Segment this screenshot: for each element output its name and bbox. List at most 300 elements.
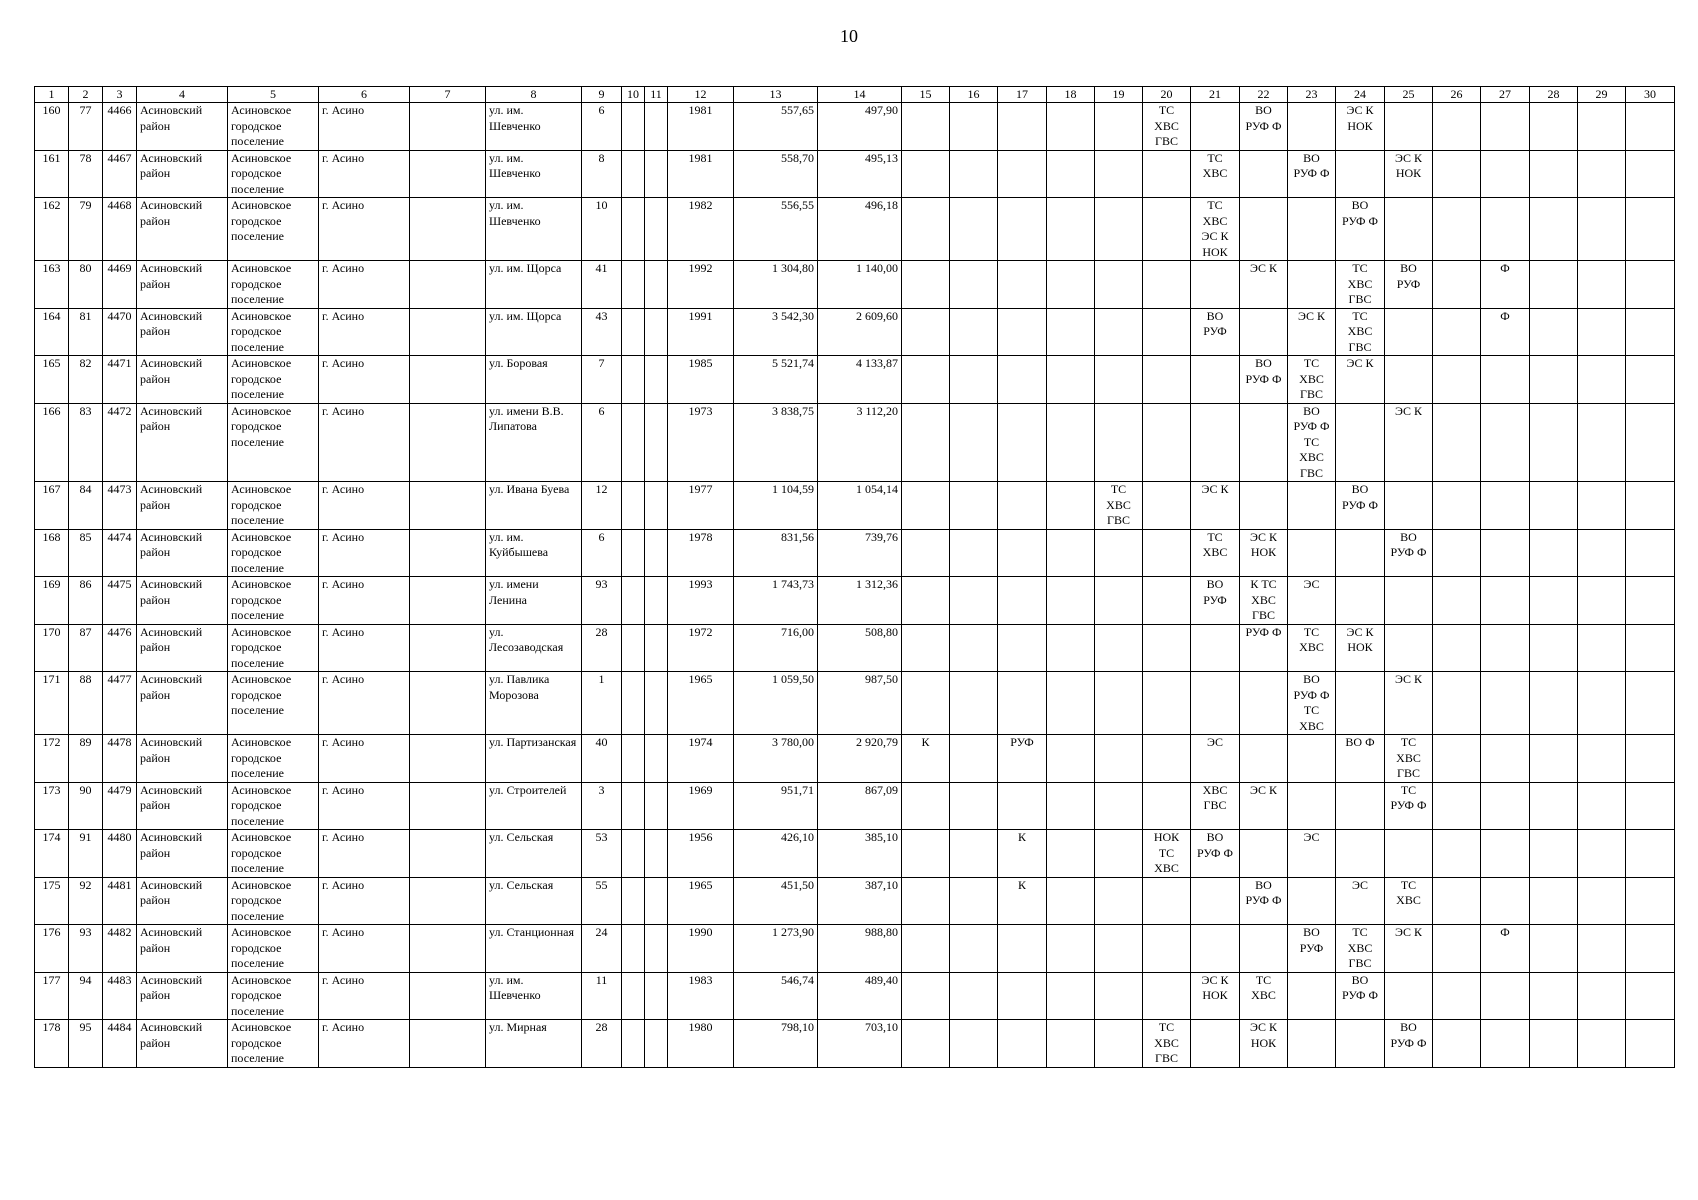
cell-col-3: 4466 [103,103,137,151]
cell-col-20: ТС ХВС ГВС [1143,1020,1191,1068]
cell-col-24 [1336,150,1385,198]
cell-col-1: 167 [35,482,69,530]
table-row [35,972,1675,1020]
cell-col-2: 91 [69,830,103,878]
cell-col-17 [998,482,1047,530]
cell-col-18 [1047,198,1095,261]
cell-col-14: 1 054,14 [818,482,902,530]
cell-col-5: Асиновское городское поселение [228,830,319,878]
cell-col-5: Асиновское городское поселение [228,482,319,530]
cell-col-2: 78 [69,150,103,198]
cell-col-5: Асиновское городское поселение [228,529,319,577]
cell-col-25: ВО РУФ [1385,261,1433,309]
cell-col-4: Асиновский район [137,1020,228,1068]
cell-col-22: К ТС ХВС ГВС [1240,577,1288,625]
cell-col-15 [902,103,950,151]
cell-col-19 [1095,735,1143,783]
cell-col-5: Асиновское городское поселение [228,672,319,735]
cell-col-8: ул. имени Ленина [486,577,582,625]
cell-col-25: ТС РУФ Ф [1385,782,1433,830]
cell-col-3: 4482 [103,925,137,973]
cell-col-14: 988,80 [818,925,902,973]
cell-col-15 [902,782,950,830]
cell-col-17 [998,782,1047,830]
cell-col-18 [1047,577,1095,625]
cell-col-22 [1240,735,1288,783]
cell-col-28 [1530,261,1578,309]
cell-col-5: Асиновское городское поселение [228,150,319,198]
cell-col-24: ТС ХВС ГВС [1336,925,1385,973]
cell-col-15 [902,624,950,672]
cell-col-8: ул. Лесозаводская [486,624,582,672]
cell-col-11 [645,103,668,151]
cell-col-23: ТС ХВС ГВС [1288,356,1336,404]
cell-col-20 [1143,624,1191,672]
column-header-12: 12 [668,87,734,103]
cell-col-1: 177 [35,972,69,1020]
cell-col-27 [1481,1020,1530,1068]
cell-col-7 [410,403,486,482]
cell-col-6: г. Асино [319,925,410,973]
cell-col-6: г. Асино [319,261,410,309]
cell-col-26 [1433,624,1481,672]
cell-col-26 [1433,198,1481,261]
cell-col-13: 831,56 [734,529,818,577]
cell-col-14: 495,13 [818,150,902,198]
cell-col-11 [645,198,668,261]
column-header-26: 26 [1433,87,1481,103]
cell-col-16 [950,103,998,151]
column-header-4: 4 [137,87,228,103]
cell-col-9: 6 [582,103,622,151]
cell-col-7 [410,308,486,356]
cell-col-24: ЭС К НОК [1336,624,1385,672]
cell-col-12: 1956 [668,830,734,878]
cell-col-10 [622,672,645,735]
cell-col-8: ул. Строителей [486,782,582,830]
cell-col-26 [1433,403,1481,482]
buildings-register-table [34,86,1675,1068]
cell-col-21 [1191,624,1240,672]
cell-col-30 [1626,403,1675,482]
cell-col-11 [645,925,668,973]
cell-col-30 [1626,308,1675,356]
cell-col-1: 164 [35,308,69,356]
cell-col-23: ВО РУФ Ф ТС ХВС [1288,672,1336,735]
cell-col-23: ТС ХВС [1288,624,1336,672]
cell-col-10 [622,308,645,356]
cell-col-23 [1288,482,1336,530]
cell-col-6: г. Асино [319,482,410,530]
column-header-30: 30 [1626,87,1675,103]
cell-col-19 [1095,624,1143,672]
cell-col-30 [1626,103,1675,151]
cell-col-4: Асиновский район [137,925,228,973]
cell-col-11 [645,577,668,625]
cell-col-27 [1481,782,1530,830]
cell-col-5: Асиновское городское поселение [228,782,319,830]
cell-col-6: г. Асино [319,529,410,577]
cell-col-29 [1578,103,1626,151]
cell-col-17 [998,308,1047,356]
cell-col-7 [410,103,486,151]
cell-col-8: ул. Станционная [486,925,582,973]
cell-col-29 [1578,925,1626,973]
cell-col-19 [1095,150,1143,198]
cell-col-13: 3 542,30 [734,308,818,356]
cell-col-20 [1143,925,1191,973]
cell-col-10 [622,261,645,309]
cell-col-20 [1143,972,1191,1020]
cell-col-25: ЭС К [1385,403,1433,482]
cell-col-16 [950,150,998,198]
table-row [35,529,1675,577]
table-row [35,103,1675,151]
cell-col-6: г. Асино [319,103,410,151]
cell-col-20 [1143,672,1191,735]
cell-col-14: 703,10 [818,1020,902,1068]
cell-col-14: 3 112,20 [818,403,902,482]
cell-col-28 [1530,925,1578,973]
cell-col-13: 546,74 [734,972,818,1020]
cell-col-20 [1143,308,1191,356]
cell-col-13: 798,10 [734,1020,818,1068]
cell-col-6: г. Асино [319,735,410,783]
cell-col-12: 1981 [668,150,734,198]
cell-col-9: 40 [582,735,622,783]
cell-col-25: ЭС К НОК [1385,150,1433,198]
cell-col-28 [1530,577,1578,625]
cell-col-11 [645,150,668,198]
cell-col-1: 160 [35,103,69,151]
cell-col-3: 4479 [103,782,137,830]
cell-col-29 [1578,529,1626,577]
cell-col-26 [1433,529,1481,577]
cell-col-9: 10 [582,198,622,261]
cell-col-17: К [998,877,1047,925]
cell-col-14: 987,50 [818,672,902,735]
cell-col-27 [1481,830,1530,878]
cell-col-23 [1288,1020,1336,1068]
cell-col-24: ВО РУФ Ф [1336,482,1385,530]
cell-col-11 [645,735,668,783]
cell-col-1: 161 [35,150,69,198]
cell-col-18 [1047,624,1095,672]
cell-col-2: 88 [69,672,103,735]
cell-col-5: Асиновское городское поселение [228,925,319,973]
cell-col-25 [1385,624,1433,672]
cell-col-6: г. Асино [319,672,410,735]
cell-col-24: ВО РУФ Ф [1336,972,1385,1020]
cell-col-2: 94 [69,972,103,1020]
cell-col-15 [902,1020,950,1068]
cell-col-17 [998,925,1047,973]
cell-col-27 [1481,198,1530,261]
cell-col-6: г. Асино [319,150,410,198]
cell-col-8: ул. Мирная [486,1020,582,1068]
cell-col-23 [1288,782,1336,830]
cell-col-18 [1047,356,1095,404]
cell-col-14: 385,10 [818,830,902,878]
cell-col-8: ул. им. Шевченко [486,150,582,198]
cell-col-27 [1481,577,1530,625]
cell-col-1: 162 [35,198,69,261]
cell-col-4: Асиновский район [137,735,228,783]
cell-col-30 [1626,529,1675,577]
cell-col-18 [1047,672,1095,735]
cell-col-28 [1530,403,1578,482]
page-number: 10 [840,26,858,46]
cell-col-26 [1433,830,1481,878]
column-header-10: 10 [622,87,645,103]
cell-col-27 [1481,529,1530,577]
cell-col-26 [1433,972,1481,1020]
cell-col-6: г. Асино [319,403,410,482]
table-row [35,672,1675,735]
cell-col-4: Асиновский район [137,624,228,672]
cell-col-22 [1240,830,1288,878]
cell-col-6: г. Асино [319,830,410,878]
cell-col-23: ЭС [1288,830,1336,878]
cell-col-12: 1974 [668,735,734,783]
cell-col-28 [1530,877,1578,925]
cell-col-22: ЭС К [1240,261,1288,309]
cell-col-16 [950,529,998,577]
cell-col-24: ЭС [1336,877,1385,925]
cell-col-16 [950,972,998,1020]
cell-col-18 [1047,103,1095,151]
cell-col-30 [1626,1020,1675,1068]
cell-col-8: ул. им. Щорса [486,261,582,309]
column-header-18: 18 [1047,87,1095,103]
cell-col-17 [998,529,1047,577]
cell-col-4: Асиновский район [137,672,228,735]
cell-col-24 [1336,830,1385,878]
cell-col-9: 3 [582,782,622,830]
cell-col-21: ХВС ГВС [1191,782,1240,830]
cell-col-10 [622,103,645,151]
cell-col-16 [950,356,998,404]
cell-col-14: 4 133,87 [818,356,902,404]
cell-col-29 [1578,877,1626,925]
cell-col-3: 4480 [103,830,137,878]
cell-col-29 [1578,1020,1626,1068]
cell-col-5: Асиновское городское поселение [228,877,319,925]
cell-col-3: 4476 [103,624,137,672]
cell-col-3: 4470 [103,308,137,356]
cell-col-10 [622,403,645,482]
cell-col-15 [902,972,950,1020]
cell-col-22: ЭС К НОК [1240,529,1288,577]
table-row [35,830,1675,878]
cell-col-30 [1626,624,1675,672]
cell-col-2: 77 [69,103,103,151]
cell-col-14: 2 609,60 [818,308,902,356]
cell-col-17 [998,972,1047,1020]
cell-col-14: 387,10 [818,877,902,925]
cell-col-23: ЭС [1288,577,1336,625]
cell-col-13: 1 273,90 [734,925,818,973]
cell-col-25 [1385,830,1433,878]
cell-col-27 [1481,150,1530,198]
cell-col-2: 82 [69,356,103,404]
cell-col-27 [1481,103,1530,151]
cell-col-12: 1972 [668,624,734,672]
cell-col-6: г. Асино [319,356,410,404]
cell-col-22 [1240,672,1288,735]
cell-col-13: 451,50 [734,877,818,925]
cell-col-26 [1433,261,1481,309]
cell-col-6: г. Асино [319,308,410,356]
cell-col-3: 4475 [103,577,137,625]
cell-col-6: г. Асино [319,577,410,625]
table-row [35,403,1675,482]
cell-col-28 [1530,198,1578,261]
cell-col-24 [1336,577,1385,625]
cell-col-23 [1288,877,1336,925]
cell-col-24 [1336,672,1385,735]
cell-col-26 [1433,356,1481,404]
cell-col-7 [410,356,486,404]
cell-col-19 [1095,261,1143,309]
cell-col-11 [645,830,668,878]
cell-col-27 [1481,482,1530,530]
cell-col-9: 53 [582,830,622,878]
cell-col-22: РУФ Ф [1240,624,1288,672]
cell-col-28 [1530,624,1578,672]
cell-col-18 [1047,735,1095,783]
column-header-15: 15 [902,87,950,103]
cell-col-25: ВО РУФ Ф [1385,1020,1433,1068]
cell-col-12: 1982 [668,198,734,261]
cell-col-7 [410,782,486,830]
column-header-9: 9 [582,87,622,103]
cell-col-21 [1191,1020,1240,1068]
cell-col-20 [1143,356,1191,404]
cell-col-12: 1978 [668,529,734,577]
cell-col-24: ЭС К [1336,356,1385,404]
cell-col-30 [1626,672,1675,735]
cell-col-21: ТС ХВС ЭС К НОК [1191,198,1240,261]
cell-col-23: ВО РУФ Ф [1288,150,1336,198]
column-header-5: 5 [228,87,319,103]
cell-col-28 [1530,150,1578,198]
cell-col-8: ул. Павлика Морозова [486,672,582,735]
cell-col-3: 4473 [103,482,137,530]
table-row [35,150,1675,198]
cell-col-10 [622,1020,645,1068]
cell-col-26 [1433,877,1481,925]
cell-col-4: Асиновский район [137,103,228,151]
cell-col-24: ТС ХВС ГВС [1336,308,1385,356]
cell-col-24: ВО Ф [1336,735,1385,783]
cell-col-22: ТС ХВС [1240,972,1288,1020]
cell-col-16 [950,877,998,925]
cell-col-9: 6 [582,529,622,577]
cell-col-12: 1990 [668,925,734,973]
cell-col-3: 4472 [103,403,137,482]
table-row [35,1020,1675,1068]
cell-col-26 [1433,672,1481,735]
cell-col-13: 426,10 [734,830,818,878]
cell-col-2: 84 [69,482,103,530]
cell-col-2: 87 [69,624,103,672]
cell-col-19 [1095,672,1143,735]
cell-col-2: 86 [69,577,103,625]
column-header-1: 1 [35,87,69,103]
cell-col-4: Асиновский район [137,972,228,1020]
cell-col-20 [1143,735,1191,783]
cell-col-20 [1143,577,1191,625]
cell-col-13: 558,70 [734,150,818,198]
cell-col-21: ЭС [1191,735,1240,783]
cell-col-22 [1240,482,1288,530]
cell-col-5: Асиновское городское поселение [228,403,319,482]
cell-col-19 [1095,925,1143,973]
cell-col-9: 43 [582,308,622,356]
cell-col-7 [410,261,486,309]
column-header-8: 8 [486,87,582,103]
cell-col-20 [1143,150,1191,198]
cell-col-15 [902,577,950,625]
table-row [35,356,1675,404]
cell-col-4: Асиновский район [137,877,228,925]
cell-col-29 [1578,482,1626,530]
cell-col-10 [622,482,645,530]
cell-col-7 [410,925,486,973]
cell-col-10 [622,877,645,925]
cell-col-25 [1385,308,1433,356]
cell-col-16 [950,308,998,356]
cell-col-16 [950,925,998,973]
cell-col-11 [645,782,668,830]
cell-col-19 [1095,308,1143,356]
cell-col-25 [1385,482,1433,530]
cell-col-20 [1143,261,1191,309]
cell-col-7 [410,877,486,925]
cell-col-23 [1288,198,1336,261]
cell-col-19 [1095,356,1143,404]
cell-col-12: 1965 [668,877,734,925]
cell-col-28 [1530,1020,1578,1068]
cell-col-30 [1626,972,1675,1020]
cell-col-9: 55 [582,877,622,925]
cell-col-21: ВО РУФ [1191,577,1240,625]
cell-col-18 [1047,877,1095,925]
cell-col-22: ВО РУФ Ф [1240,877,1288,925]
cell-col-12: 1992 [668,261,734,309]
cell-col-23: ВО РУФ [1288,925,1336,973]
cell-col-14: 1 312,36 [818,577,902,625]
cell-col-2: 93 [69,925,103,973]
cell-col-5: Асиновское городское поселение [228,103,319,151]
table-row [35,261,1675,309]
cell-col-13: 951,71 [734,782,818,830]
cell-col-15 [902,529,950,577]
column-header-22: 22 [1240,87,1288,103]
cell-col-20 [1143,198,1191,261]
cell-col-13: 3 838,75 [734,403,818,482]
cell-col-8: ул. им. Щорса [486,308,582,356]
column-header-13: 13 [734,87,818,103]
cell-col-6: г. Асино [319,877,410,925]
column-header-19: 19 [1095,87,1143,103]
cell-col-12: 1981 [668,103,734,151]
cell-col-2: 89 [69,735,103,783]
cell-col-28 [1530,103,1578,151]
cell-col-28 [1530,356,1578,404]
cell-col-13: 5 521,74 [734,356,818,404]
